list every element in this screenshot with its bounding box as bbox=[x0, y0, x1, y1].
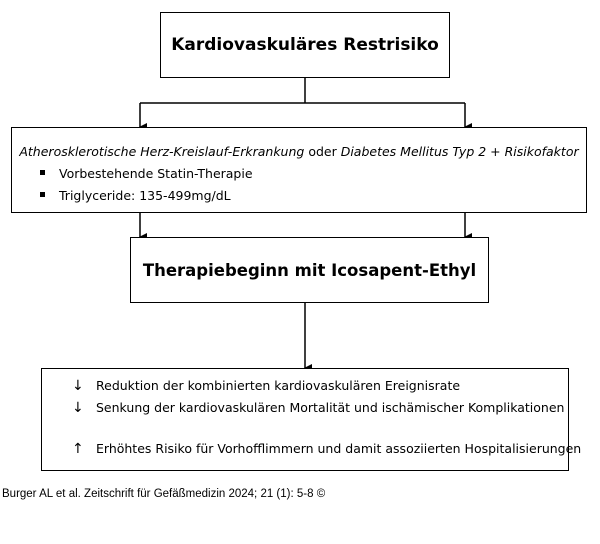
bullet-text: Triglyceride: 135-499mg/dL bbox=[59, 188, 231, 203]
bullet-square-icon bbox=[40, 192, 45, 197]
criteria-box bbox=[11, 127, 587, 213]
up-arrow-icon: ↑ bbox=[72, 441, 84, 457]
bullet-text: Vorbestehende Statin-Therapie bbox=[59, 166, 253, 181]
outcome-text: Senkung der kardiovaskulären Mortalität und ischämischer Komplikationen bbox=[96, 400, 565, 415]
restrisiko-box bbox=[160, 12, 450, 78]
criteria-part2: Diabetes Mellitus Typ 2 + Risikofaktor bbox=[340, 144, 579, 159]
down-arrow-icon: ↓ bbox=[72, 378, 84, 394]
outcome-text: Erhöhtes Risiko für Vorhofflimmern und damit assoziierten Hospitalisierungen bbox=[96, 441, 582, 456]
therapy-box bbox=[130, 237, 489, 303]
down-arrow-icon: ↓ bbox=[72, 400, 84, 416]
therapy-label: Therapiebeginn mit Icosapent-Ethyl bbox=[142, 260, 477, 280]
restrisiko-label: Kardiovaskuläres Restrisiko bbox=[171, 35, 439, 55]
criteria-part1: Atherosklerotische Herz-Kreislauf-Erkrankung bbox=[19, 144, 305, 159]
source-caption: Burger AL et al. Zeitschrift für Gefäßmedizin 2024; 21 (1): 5-8 © bbox=[2, 488, 326, 500]
outcome-text: Reduktion der kombinierten kardiovaskulären Ereignisrate bbox=[96, 378, 461, 393]
criteria-heading bbox=[12, 144, 586, 159]
outcome-item bbox=[72, 441, 581, 457]
criteria-bullet bbox=[40, 166, 253, 181]
criteria-connector: oder bbox=[304, 144, 341, 159]
bullet-square-icon bbox=[40, 170, 45, 175]
outcome-item bbox=[72, 400, 564, 416]
criteria-bullet bbox=[40, 188, 231, 203]
outcome-item bbox=[72, 378, 460, 394]
outcome-box bbox=[41, 368, 582, 471]
